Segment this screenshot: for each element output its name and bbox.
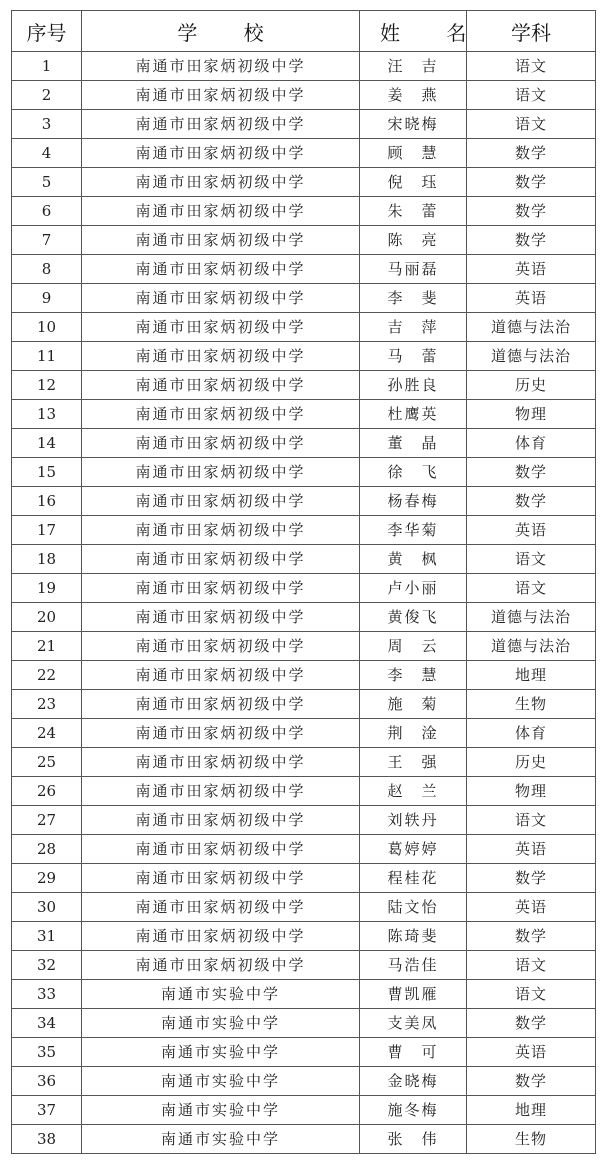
row-index: 23 xyxy=(12,690,82,719)
row-school: 南通市田家炳初级中学 xyxy=(82,545,360,574)
table-row xyxy=(12,139,596,168)
row-subject: 地理 xyxy=(467,661,596,690)
row-subject: 数学 xyxy=(467,1009,596,1038)
row-teacher-name: 李 斐 xyxy=(360,284,467,313)
row-teacher-name: 汪 吉 xyxy=(360,52,467,81)
row-index: 3 xyxy=(12,110,82,139)
row-school: 南通市田家炳初级中学 xyxy=(82,110,360,139)
table-row xyxy=(12,81,596,110)
row-index: 19 xyxy=(12,574,82,603)
row-teacher-name: 程桂花 xyxy=(360,864,467,893)
table-row xyxy=(12,893,596,922)
table-row xyxy=(12,777,596,806)
row-teacher-name: 杨春梅 xyxy=(360,487,467,516)
row-subject: 语文 xyxy=(467,81,596,110)
row-subject: 语文 xyxy=(467,545,596,574)
row-school: 南通市田家炳初级中学 xyxy=(82,342,360,371)
row-index: 13 xyxy=(12,400,82,429)
row-subject: 英语 xyxy=(467,1038,596,1067)
row-teacher-name: 董 晶 xyxy=(360,429,467,458)
row-school: 南通市田家炳初级中学 xyxy=(82,603,360,632)
row-school: 南通市田家炳初级中学 xyxy=(82,632,360,661)
row-subject: 英语 xyxy=(467,516,596,545)
row-index: 32 xyxy=(12,951,82,980)
row-index: 27 xyxy=(12,806,82,835)
header-index: 序号 xyxy=(12,11,82,52)
table-row xyxy=(12,371,596,400)
row-teacher-name: 黄 枫 xyxy=(360,545,467,574)
row-school: 南通市田家炳初级中学 xyxy=(82,313,360,342)
row-teacher-name: 张 伟 xyxy=(360,1125,467,1154)
table-row xyxy=(12,168,596,197)
row-subject: 数学 xyxy=(467,864,596,893)
row-index: 29 xyxy=(12,864,82,893)
row-school: 南通市田家炳初级中学 xyxy=(82,139,360,168)
row-index: 12 xyxy=(12,371,82,400)
table-header xyxy=(12,11,596,52)
row-school: 南通市田家炳初级中学 xyxy=(82,226,360,255)
row-teacher-name: 马浩佳 xyxy=(360,951,467,980)
row-teacher-name: 吉 萍 xyxy=(360,313,467,342)
row-school: 南通市田家炳初级中学 xyxy=(82,487,360,516)
row-school: 南通市田家炳初级中学 xyxy=(82,748,360,777)
row-index: 25 xyxy=(12,748,82,777)
row-teacher-name: 陆文怡 xyxy=(360,893,467,922)
row-index: 4 xyxy=(12,139,82,168)
row-school: 南通市实验中学 xyxy=(82,1009,360,1038)
row-school: 南通市田家炳初级中学 xyxy=(82,835,360,864)
row-teacher-name: 黄俊飞 xyxy=(360,603,467,632)
table-row xyxy=(12,1096,596,1125)
row-school: 南通市田家炳初级中学 xyxy=(82,690,360,719)
row-teacher-name: 李 慧 xyxy=(360,661,467,690)
row-subject: 语文 xyxy=(467,52,596,81)
row-subject: 道德与法治 xyxy=(467,603,596,632)
row-school: 南通市田家炳初级中学 xyxy=(82,777,360,806)
table-row xyxy=(12,342,596,371)
row-school: 南通市田家炳初级中学 xyxy=(82,429,360,458)
row-subject: 历史 xyxy=(467,748,596,777)
table-row xyxy=(12,284,596,313)
row-index: 10 xyxy=(12,313,82,342)
row-school: 南通市田家炳初级中学 xyxy=(82,864,360,893)
row-teacher-name: 朱 蕾 xyxy=(360,197,467,226)
table-row xyxy=(12,922,596,951)
teacher-roster-table xyxy=(11,10,596,1154)
table-row xyxy=(12,1038,596,1067)
row-index: 36 xyxy=(12,1067,82,1096)
row-school: 南通市实验中学 xyxy=(82,1038,360,1067)
teacher-roster-sheet xyxy=(11,10,595,1154)
table-row xyxy=(12,806,596,835)
row-index: 9 xyxy=(12,284,82,313)
row-index: 30 xyxy=(12,893,82,922)
row-index: 17 xyxy=(12,516,82,545)
row-school: 南通市田家炳初级中学 xyxy=(82,951,360,980)
table-row xyxy=(12,690,596,719)
row-index: 26 xyxy=(12,777,82,806)
table-row xyxy=(12,574,596,603)
row-teacher-name: 徐 飞 xyxy=(360,458,467,487)
row-subject: 体育 xyxy=(467,719,596,748)
row-school: 南通市田家炳初级中学 xyxy=(82,661,360,690)
row-index: 6 xyxy=(12,197,82,226)
header-row xyxy=(12,11,596,52)
row-school: 南通市实验中学 xyxy=(82,1125,360,1154)
row-school: 南通市实验中学 xyxy=(82,1067,360,1096)
row-subject: 地理 xyxy=(467,1096,596,1125)
row-index: 14 xyxy=(12,429,82,458)
table-row xyxy=(12,603,596,632)
table-row xyxy=(12,1125,596,1154)
row-teacher-name: 金晓梅 xyxy=(360,1067,467,1096)
row-subject: 生物 xyxy=(467,1125,596,1154)
row-teacher-name: 杜鹰英 xyxy=(360,400,467,429)
table-body xyxy=(12,52,596,1154)
row-index: 38 xyxy=(12,1125,82,1154)
row-school: 南通市田家炳初级中学 xyxy=(82,516,360,545)
row-school: 南通市田家炳初级中学 xyxy=(82,284,360,313)
row-index: 1 xyxy=(12,52,82,81)
row-school: 南通市田家炳初级中学 xyxy=(82,81,360,110)
header-name: 姓 名 xyxy=(360,11,467,52)
row-index: 22 xyxy=(12,661,82,690)
table-row xyxy=(12,748,596,777)
row-teacher-name: 李华菊 xyxy=(360,516,467,545)
row-teacher-name: 葛婷婷 xyxy=(360,835,467,864)
header-school: 学 校 xyxy=(82,11,360,52)
table-row xyxy=(12,226,596,255)
row-school: 南通市田家炳初级中学 xyxy=(82,52,360,81)
row-subject: 历史 xyxy=(467,371,596,400)
row-index: 20 xyxy=(12,603,82,632)
row-index: 11 xyxy=(12,342,82,371)
row-school: 南通市田家炳初级中学 xyxy=(82,371,360,400)
row-teacher-name: 马丽磊 xyxy=(360,255,467,284)
row-school: 南通市实验中学 xyxy=(82,1096,360,1125)
row-teacher-name: 曹 可 xyxy=(360,1038,467,1067)
table-row xyxy=(12,864,596,893)
row-teacher-name: 孙胜良 xyxy=(360,371,467,400)
row-teacher-name: 顾 慧 xyxy=(360,139,467,168)
row-subject: 语文 xyxy=(467,574,596,603)
row-index: 35 xyxy=(12,1038,82,1067)
table-row xyxy=(12,719,596,748)
row-subject: 语文 xyxy=(467,110,596,139)
header-subject: 学科 xyxy=(467,11,596,52)
row-subject: 英语 xyxy=(467,284,596,313)
row-school: 南通市田家炳初级中学 xyxy=(82,806,360,835)
row-subject: 英语 xyxy=(467,255,596,284)
row-school: 南通市田家炳初级中学 xyxy=(82,719,360,748)
row-school: 南通市田家炳初级中学 xyxy=(82,197,360,226)
row-subject: 数学 xyxy=(467,168,596,197)
row-school: 南通市实验中学 xyxy=(82,980,360,1009)
row-index: 18 xyxy=(12,545,82,574)
table-row xyxy=(12,516,596,545)
table-row xyxy=(12,52,596,81)
table-row xyxy=(12,980,596,1009)
row-teacher-name: 曹凯雁 xyxy=(360,980,467,1009)
table-row xyxy=(12,197,596,226)
row-subject: 语文 xyxy=(467,980,596,1009)
table-row xyxy=(12,835,596,864)
row-subject: 生物 xyxy=(467,690,596,719)
row-index: 8 xyxy=(12,255,82,284)
row-school: 南通市田家炳初级中学 xyxy=(82,893,360,922)
row-subject: 道德与法治 xyxy=(467,632,596,661)
table-row xyxy=(12,429,596,458)
row-teacher-name: 赵 兰 xyxy=(360,777,467,806)
row-index: 21 xyxy=(12,632,82,661)
row-teacher-name: 王 强 xyxy=(360,748,467,777)
row-teacher-name: 刘轶丹 xyxy=(360,806,467,835)
table-row xyxy=(12,632,596,661)
row-subject: 语文 xyxy=(467,951,596,980)
table-row xyxy=(12,1009,596,1038)
row-subject: 数学 xyxy=(467,1067,596,1096)
row-index: 7 xyxy=(12,226,82,255)
row-subject: 数学 xyxy=(467,487,596,516)
table-row xyxy=(12,951,596,980)
row-school: 南通市田家炳初级中学 xyxy=(82,400,360,429)
row-subject: 数学 xyxy=(467,458,596,487)
row-teacher-name: 陈琦斐 xyxy=(360,922,467,951)
row-school: 南通市田家炳初级中学 xyxy=(82,922,360,951)
row-index: 28 xyxy=(12,835,82,864)
row-subject: 数学 xyxy=(467,226,596,255)
row-subject: 道德与法治 xyxy=(467,313,596,342)
row-index: 24 xyxy=(12,719,82,748)
row-teacher-name: 卢小丽 xyxy=(360,574,467,603)
table-row xyxy=(12,400,596,429)
table-row xyxy=(12,458,596,487)
row-school: 南通市田家炳初级中学 xyxy=(82,458,360,487)
row-index: 37 xyxy=(12,1096,82,1125)
table-row xyxy=(12,545,596,574)
row-subject: 体育 xyxy=(467,429,596,458)
row-index: 16 xyxy=(12,487,82,516)
row-index: 34 xyxy=(12,1009,82,1038)
row-subject: 数学 xyxy=(467,139,596,168)
row-teacher-name: 陈 亮 xyxy=(360,226,467,255)
table-row xyxy=(12,313,596,342)
row-teacher-name: 荆 淦 xyxy=(360,719,467,748)
row-index: 33 xyxy=(12,980,82,1009)
row-subject: 物理 xyxy=(467,777,596,806)
row-school: 南通市田家炳初级中学 xyxy=(82,168,360,197)
row-subject: 英语 xyxy=(467,893,596,922)
row-teacher-name: 姜 燕 xyxy=(360,81,467,110)
row-index: 15 xyxy=(12,458,82,487)
row-teacher-name: 周 云 xyxy=(360,632,467,661)
table-row xyxy=(12,110,596,139)
table-row xyxy=(12,255,596,284)
row-subject: 数学 xyxy=(467,922,596,951)
table-row xyxy=(12,487,596,516)
row-index: 2 xyxy=(12,81,82,110)
row-subject: 英语 xyxy=(467,835,596,864)
table-row xyxy=(12,1067,596,1096)
row-teacher-name: 施 菊 xyxy=(360,690,467,719)
row-teacher-name: 施冬梅 xyxy=(360,1096,467,1125)
row-subject: 数学 xyxy=(467,197,596,226)
row-teacher-name: 马 蕾 xyxy=(360,342,467,371)
table-row xyxy=(12,661,596,690)
row-subject: 语文 xyxy=(467,806,596,835)
row-teacher-name: 倪 珏 xyxy=(360,168,467,197)
row-subject: 道德与法治 xyxy=(467,342,596,371)
row-index: 31 xyxy=(12,922,82,951)
row-subject: 物理 xyxy=(467,400,596,429)
row-school: 南通市田家炳初级中学 xyxy=(82,574,360,603)
row-index: 5 xyxy=(12,168,82,197)
row-school: 南通市田家炳初级中学 xyxy=(82,255,360,284)
row-teacher-name: 宋晓梅 xyxy=(360,110,467,139)
row-teacher-name: 支美凤 xyxy=(360,1009,467,1038)
